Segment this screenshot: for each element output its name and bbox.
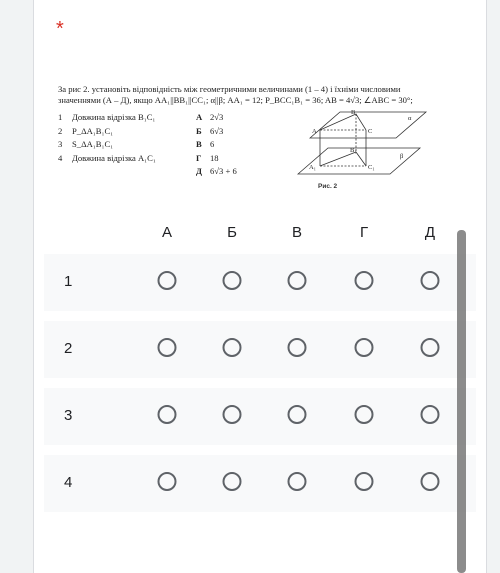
- item-text: Довжина відрізка B₁C₁: [72, 112, 156, 122]
- grid-row-4: [44, 455, 476, 512]
- choice-grid: [44, 220, 476, 522]
- answer-value: 6√3: [210, 125, 224, 136]
- label-beta: β: [400, 153, 404, 160]
- radio-3-b[interactable]: [223, 405, 242, 424]
- item-number: 2: [58, 125, 63, 136]
- radio-4-g[interactable]: [355, 472, 374, 491]
- item-text: Довжина відрізка A₁C₁: [72, 152, 156, 163]
- row-label: 2: [64, 340, 73, 357]
- radio-4-b[interactable]: [223, 472, 242, 491]
- answer-letter: Г: [196, 152, 202, 163]
- label-a: A: [312, 128, 317, 135]
- answer-letter: Д: [196, 166, 202, 176]
- column-header: В: [291, 224, 303, 241]
- radio-4-v[interactable]: [288, 472, 307, 491]
- radio-2-g[interactable]: [355, 338, 374, 357]
- grid-header: [44, 220, 476, 254]
- radio-3-d[interactable]: [421, 405, 440, 424]
- problem-line-2: значеннями (А – Д), якщо AA₁||BB₁||CC₁; α||β; AA₁ = 12; P_BCC₁B₁ = 36; AB = 4√3; ∠ABC = 30°;: [58, 95, 413, 105]
- row-label: 1: [64, 273, 73, 290]
- plane-beta: [298, 148, 420, 174]
- radio-4-a[interactable]: [158, 472, 177, 491]
- answer-letter: А: [196, 112, 203, 122]
- label-c: C: [368, 128, 373, 135]
- label-b1: B₁: [350, 147, 357, 154]
- grid-row-1: [44, 254, 476, 311]
- item-text: S_ΔA₁B₁C₁: [72, 139, 114, 149]
- label-alpha: α: [408, 115, 412, 122]
- radio-1-g[interactable]: [355, 271, 374, 290]
- column-header: Д: [424, 224, 436, 241]
- label-c1: C₁: [368, 164, 375, 171]
- radio-1-v[interactable]: [288, 271, 307, 290]
- label-b: B: [351, 109, 356, 116]
- radio-2-a[interactable]: [158, 338, 177, 357]
- column-header: А: [161, 224, 173, 241]
- answer-value: 2√3: [210, 112, 224, 122]
- item-number: 4: [58, 152, 63, 163]
- radio-1-b[interactable]: [223, 271, 242, 290]
- column-header: Г: [359, 224, 369, 241]
- radio-4-d[interactable]: [421, 472, 440, 491]
- row-label: 4: [64, 474, 73, 491]
- label-a1: A₁: [309, 164, 316, 171]
- triangle-a1b1c1: [320, 152, 366, 166]
- answer-value: 6: [210, 139, 215, 149]
- radio-2-b[interactable]: [223, 338, 242, 357]
- answer-value: 6√3 + 6: [210, 166, 237, 176]
- question-card: [33, 0, 487, 573]
- radio-3-g[interactable]: [355, 405, 374, 424]
- radio-2-v[interactable]: [288, 338, 307, 357]
- column-header: Б: [227, 224, 237, 241]
- required-asterisk: *: [56, 18, 64, 40]
- answer-letter: Б: [196, 125, 202, 136]
- problem-line-1: За рис 2. установіть відповідність між геометричними величинами (1 – 4) і їхніми числовими: [58, 84, 401, 94]
- radio-1-a[interactable]: [158, 271, 177, 290]
- radio-2-d[interactable]: [421, 338, 440, 357]
- radio-3-v[interactable]: [288, 405, 307, 424]
- grid-scrollbar[interactable]: [457, 230, 466, 573]
- answer-letter: В: [196, 139, 202, 149]
- radio-1-d[interactable]: [421, 271, 440, 290]
- answer-value: 18: [210, 152, 219, 163]
- figure-caption: Рис. 2: [318, 183, 338, 190]
- grid-row-2: [44, 321, 476, 378]
- radio-3-a[interactable]: [158, 405, 177, 424]
- problem-text: [58, 84, 484, 106]
- item-number: 1: [58, 112, 63, 122]
- triangle-abc: [320, 114, 366, 130]
- row-label: 3: [64, 407, 73, 424]
- prism-figure: [296, 108, 428, 190]
- item-number: 3: [58, 139, 63, 149]
- item-text: P_ΔA₁B₁C₁: [72, 125, 114, 136]
- grid-row-3: [44, 388, 476, 445]
